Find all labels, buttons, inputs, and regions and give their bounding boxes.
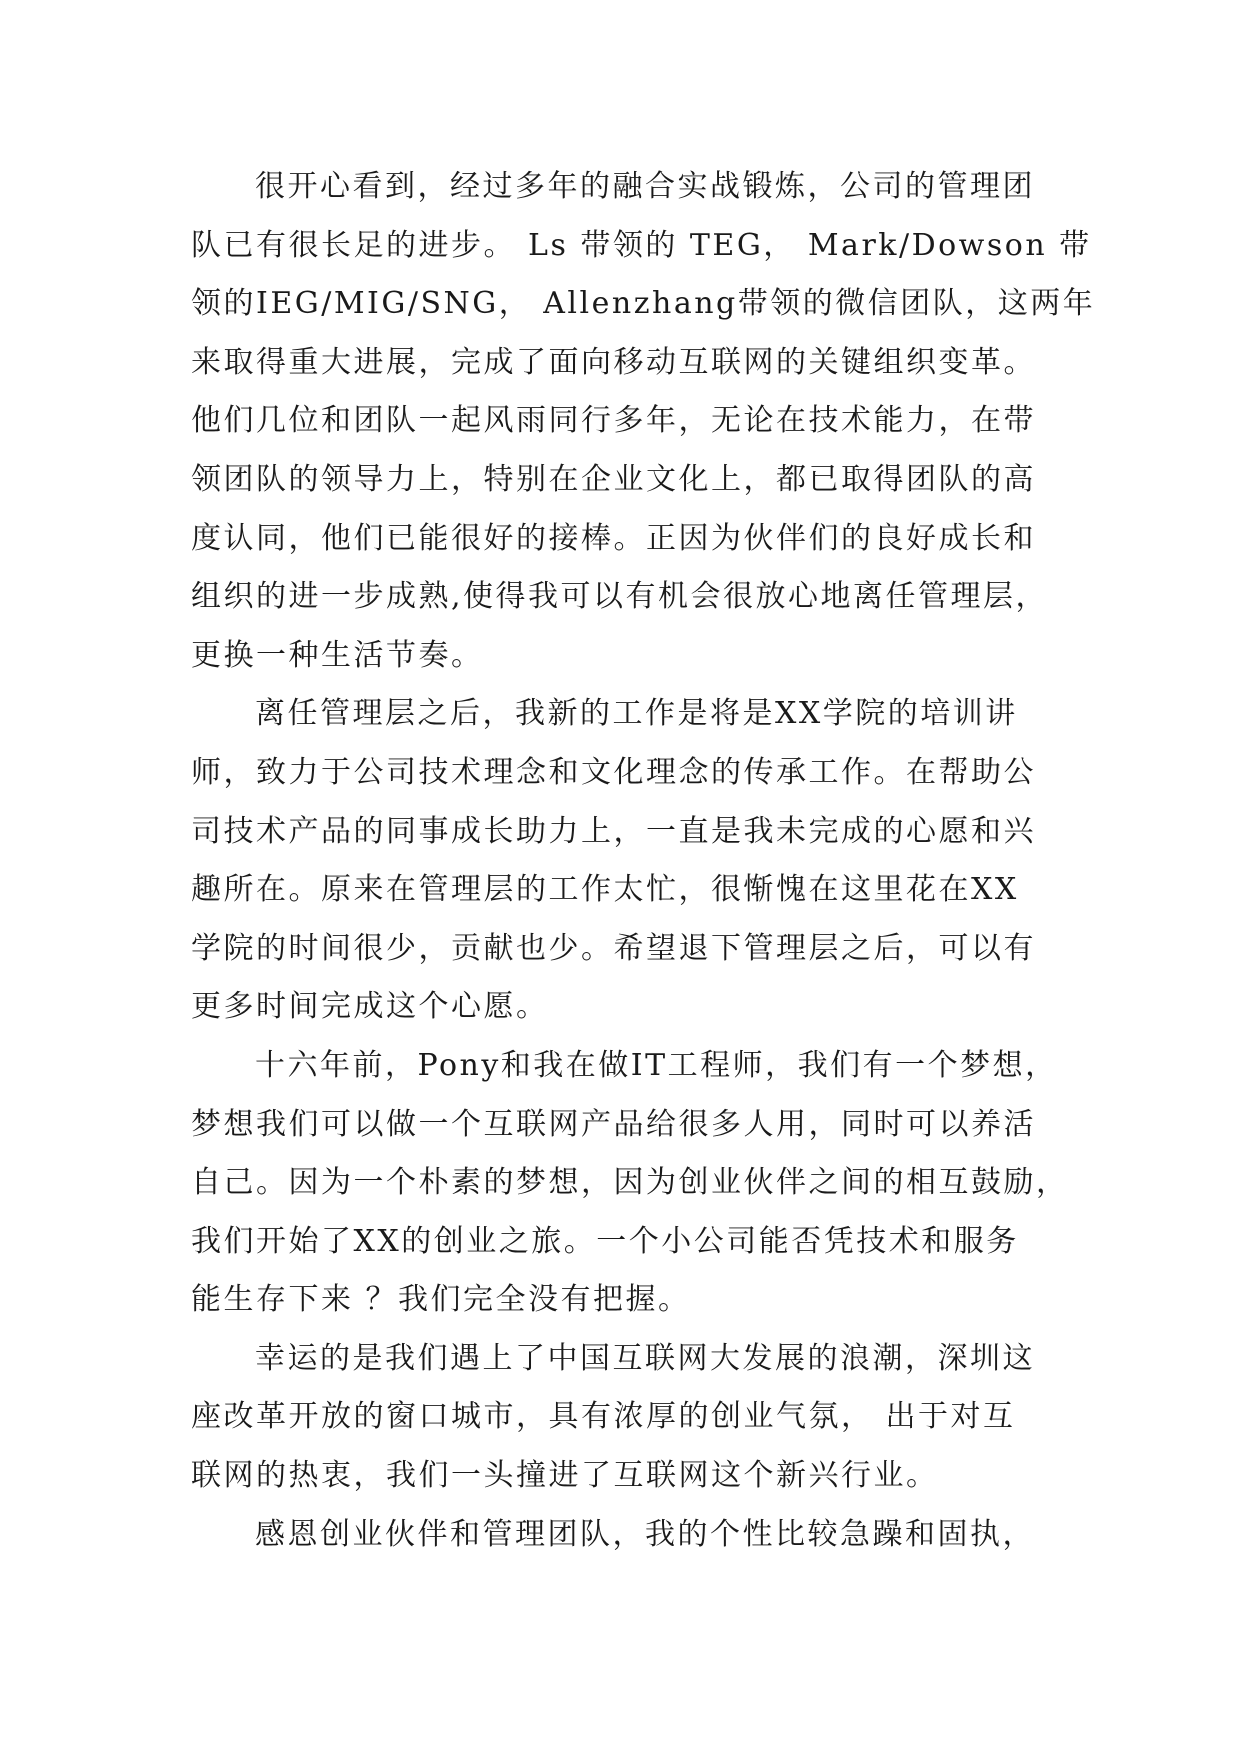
paragraph-2-line-5: 学院的时间很少，贡献也少。希望退下管理层之后，可以有 — [191, 930, 1036, 966]
paragraph-4-line-1: 幸运的是我们遇上了中国互联网大发展的浪潮，深圳这 — [255, 1340, 1035, 1376]
paragraph-2-line-1: 离任管理层之后，我新的工作是将是XX学院的培训讲 — [255, 696, 1018, 732]
paragraph-1-line-1: 很开心看到，经过多年的融合实战锻炼，公司的管理团 — [255, 169, 1035, 204]
paragraph-2-line-4: 趣所在。原来在管理层的工作太忙，很惭愧在这里花在XX — [191, 872, 1019, 908]
paragraph-3-line-2: 梦想我们可以做一个互联网产品给很多人用，同时可以养活 — [191, 1106, 1036, 1142]
paragraph-5-line-1: 感恩创业伙伴和管理团队，我的个性比较急躁和固执， — [255, 1516, 1035, 1552]
paragraph-2-line-6: 更多时间完成这个心愿。 — [191, 989, 549, 1025]
paragraph-1-line-3: 领的IEG/MIG/SNG， Allenzhang带领的微信团队，这两年 — [191, 286, 1096, 322]
paragraph-3-line-1: 十六年前，Pony和我在做IT工程师，我们有一个梦想， — [255, 1047, 1058, 1083]
document-body — [191, 158, 1096, 1564]
paragraph-2-line-3: 司技术产品的同事成长助力上，一直是我未完成的心愿和兴 — [191, 813, 1036, 849]
paragraph-2-line-2: 师，致力于公司技术理念和文化理念的传承工作。在帮助公 — [191, 754, 1036, 790]
paragraph-1-line-4: 来取得重大进展，完成了面向移动互联网的关键组织变革。 — [191, 344, 1036, 380]
paragraph-3-line-4: 我们开始了XX的创业之旅。一个小公司能否凭技术和服务 — [191, 1223, 1019, 1259]
paragraph-4-line-3: 联网的热衷，我们一头撞进了互联网这个新兴行业。 — [191, 1458, 939, 1494]
paragraph-1-line-2: 队已有很长足的进步。 Ls 带领的 TEG， Mark/Dowson 带 — [191, 227, 1092, 263]
paragraph-1-line-6: 领团队的领导力上，特别在企业文化上，都已取得团队的高 — [191, 461, 1036, 497]
paragraph-1-line-5: 他们几位和团队一起风雨同行多年，无论在技术能力，在带 — [191, 403, 1036, 439]
paragraph-3-line-5: 能生存下来 ？我们完全没有把握。 — [191, 1282, 691, 1318]
paragraph-1-line-9: 更换一种生活节奏。 — [191, 637, 484, 673]
paragraph-1-line-8: 组织的进一步成熟,使得我可以有机会很放心地离任管理层， — [191, 579, 1049, 615]
paragraph-1-line-7: 度认同，他们已能很好的接棒。正因为伙伴们的良好成长和 — [191, 520, 1036, 556]
paragraph-3-line-3: 自己。因为一个朴素的梦想，因为创业伙伴之间的相互鼓励， — [191, 1165, 1069, 1201]
paragraph-4-line-2: 座改革开放的窗口城市，具有浓厚的创业气氛， 出于对互 — [191, 1399, 1016, 1435]
